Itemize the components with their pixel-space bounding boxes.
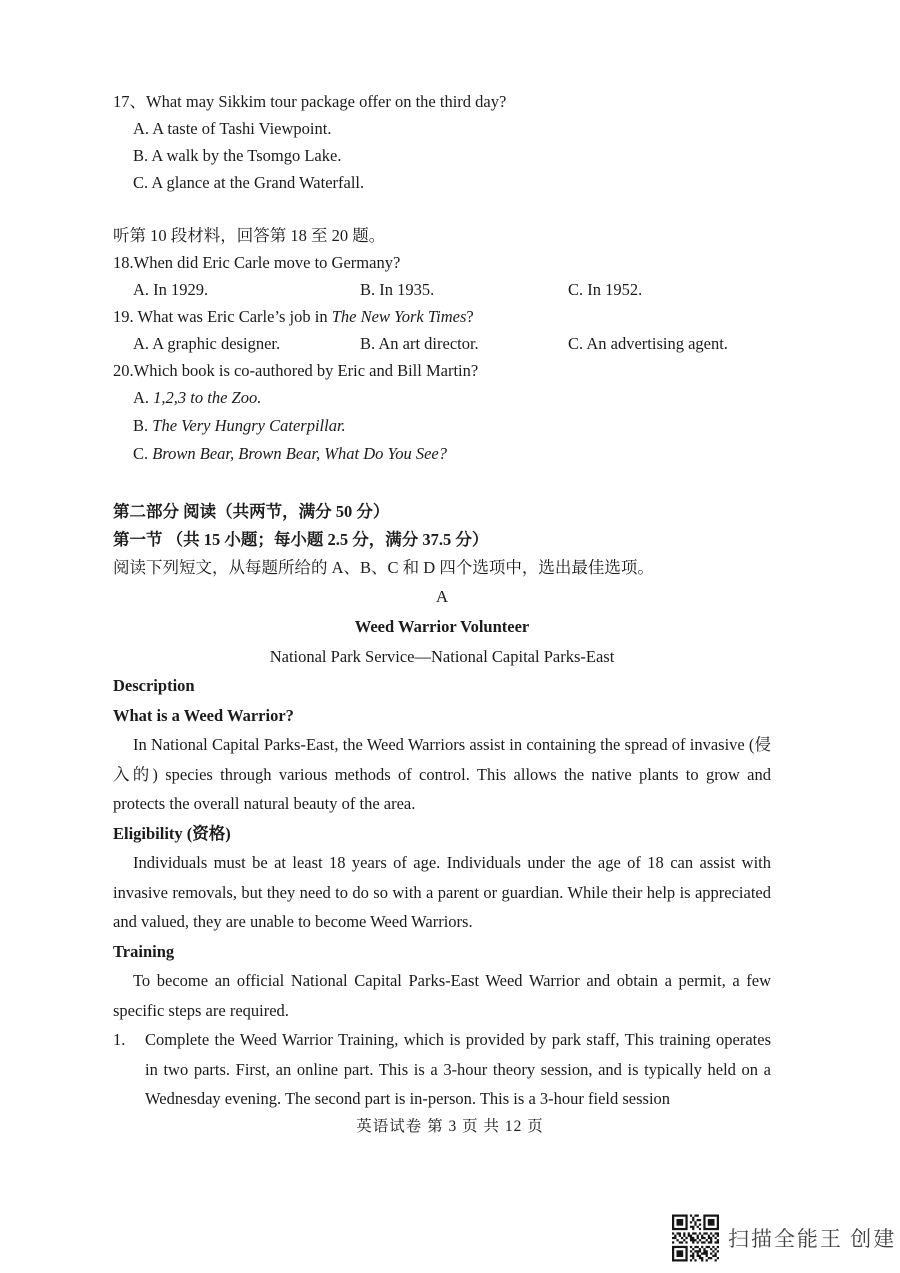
question-20: 20.Which book is co-authored by Eric and Bill Martin? (113, 361, 479, 380)
what-is-heading: What is a Weed Warrior? (113, 705, 294, 725)
question-17-block (113, 88, 771, 196)
question-20-options (113, 384, 771, 468)
question-19-mark: ? (466, 307, 474, 326)
book-title: The Very Hungry Caterpillar. (152, 416, 346, 435)
option-18-c: C. In 1952. (568, 280, 643, 299)
option-18-b: B. In 1935. (360, 280, 435, 299)
option-17-a: A. A taste of Tashi Viewpoint. (133, 119, 332, 138)
page-footer: 英语试卷 第 3 页 共 12 页 (356, 1118, 544, 1135)
question-17: 17、What may Sikkim tour package offer on the third day? (113, 92, 507, 111)
book-title: 1,2,3 to the Zoo. (153, 388, 262, 407)
option-19-c: C. An advertising agent. (568, 334, 728, 353)
passage-title: Weed Warrior Volunteer (354, 617, 530, 636)
passage-label-a: A (435, 587, 449, 606)
eligibility-heading: Eligibility (资格) (113, 823, 231, 843)
option-20-c (133, 440, 771, 468)
page-content (113, 88, 771, 1114)
option-20-a (133, 384, 771, 412)
newspaper-title: The New York Times (331, 307, 467, 326)
question-17-options (113, 115, 771, 196)
option-17-b: B. A walk by the Tsomgo Lake. (133, 146, 342, 165)
listening-section-10 (113, 222, 771, 384)
option-19-b: B. An art director. (360, 334, 479, 353)
paragraph-eligibility: Individuals must be at least 18 years of age. Individuals under the age of 18 can assist with invasive removals, but they need to do so with a parent or guardian. While their help is appreciated and valued, they are unable to become Weed Warriors. (113, 853, 771, 931)
qr-code-icon (672, 1214, 719, 1262)
section-one-header: 第一节 （共 15 小题；每小题 2.5 分，满分 37.5 分） (113, 530, 489, 549)
part-two-header: 第二部分 阅读（共两节，满分 50 分） (113, 502, 390, 521)
question-18: 18.When did Eric Carle move to Germany? (113, 253, 401, 272)
option-label: A. (133, 388, 154, 407)
training-heading: Training (113, 941, 175, 961)
option-19-a: A. A graphic designer. (133, 334, 281, 353)
option-label: B. (133, 416, 153, 435)
scanner-watermark (672, 1214, 896, 1262)
description-heading: Description (113, 676, 195, 695)
list-text: Complete the Weed Warrior Training, which is provided by park staff, This training operates in two parts. First, an online part. This is a 3-hour theory session, and is typically held on a Wednesday evening. The second part is in-person. This is a 3-hour field session (145, 1030, 771, 1108)
option-17-c: C. A glance at the Grand Waterfall. (133, 173, 365, 192)
paragraph-description: In National Capital Parks-East, the Weed Warriors assist in containing the spread of invasive (侵入的) species through various methods of control. This allows the native plants to grow and protects the overall natural beauty of the area. (113, 735, 771, 813)
scanner-app-label: 扫描全能王 创建 (728, 1227, 897, 1251)
option-18-a: A. In 1929. (133, 280, 209, 299)
book-title: Brown Bear, Brown Bear, What Do You See? (152, 444, 447, 463)
training-step-1 (113, 1025, 771, 1114)
question-19-text: 19. What was Eric Carle’s job in (113, 307, 332, 326)
option-label: C. (133, 444, 153, 463)
passage-subtitle: National Park Service—National Capital Parks-East (269, 646, 615, 666)
paragraph-training: To become an official National Capital Parks-East Weed Warrior and obtain a permit, a few specific steps are required. (113, 971, 771, 1020)
question-19 (113, 303, 771, 330)
question-18-options (113, 276, 771, 303)
reading-instruction: 阅读下列短文，从每题所给的 A、B、C 和 D 四个选项中，选出最佳选项。 (113, 558, 654, 577)
question-19-options (113, 330, 771, 357)
option-20-b (133, 412, 771, 440)
passage-a (113, 612, 771, 1114)
reading-section-headers (113, 498, 771, 582)
list-number: 1. (113, 1030, 126, 1049)
listening-instruction: 听第 10 段材料，回答第 18 至 20 题。 (113, 226, 386, 245)
